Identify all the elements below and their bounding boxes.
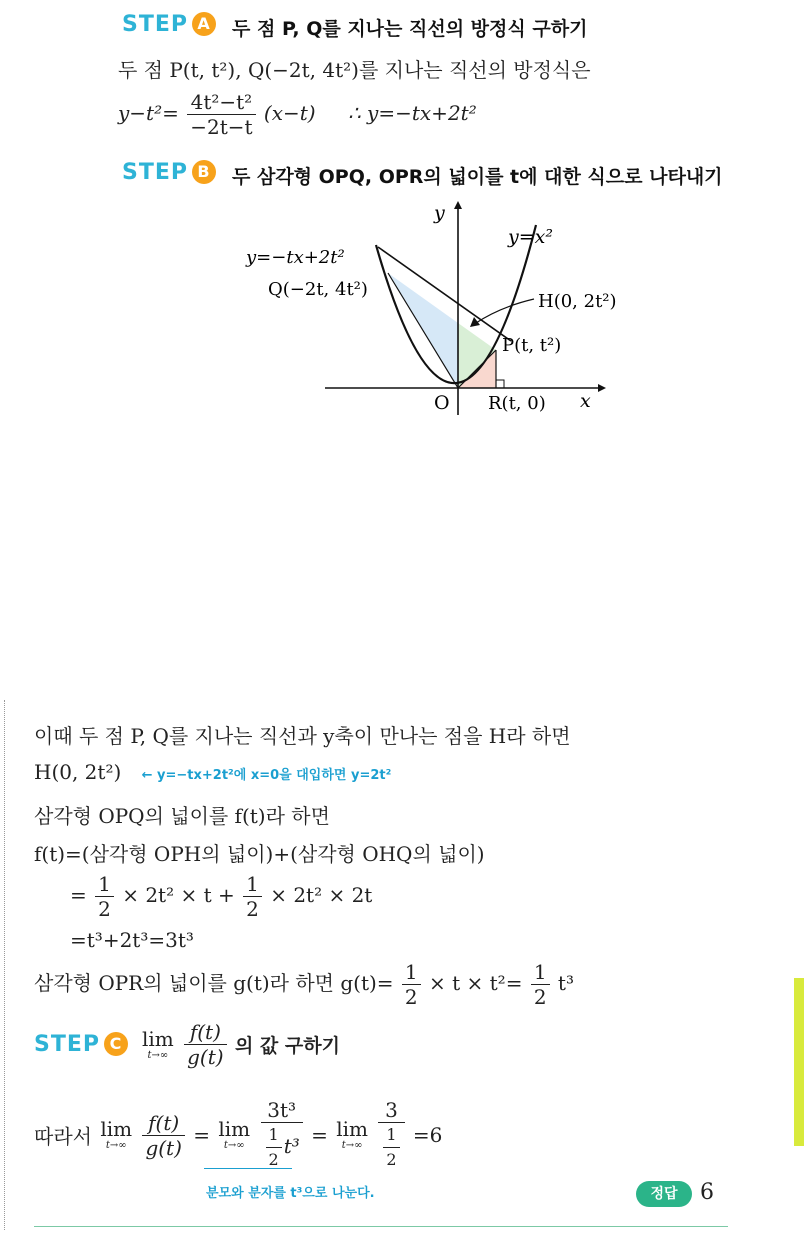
step-a-text-line: 두 점 P(t, t²), Q(−2t, 4t²)를 지나는 직선의 방정식은 xyxy=(118,58,591,82)
final-pre: 따라서 xyxy=(34,1124,92,1149)
point-h-label: H(0, 2t²) xyxy=(538,291,617,312)
step-a-equation xyxy=(118,90,477,139)
step-c-badge: C xyxy=(104,1032,128,1056)
parabola-label: y=x² xyxy=(508,226,553,248)
slope-denominator: −2t−t xyxy=(190,115,253,139)
final-lim-3 xyxy=(336,1118,368,1152)
line5-eq: = xyxy=(70,883,87,907)
final-frac-2-t3: t³ xyxy=(283,1134,300,1158)
half-fraction-2 xyxy=(243,872,262,921)
line7-mid: × t × t²= xyxy=(429,971,523,995)
half-den-2: 2 xyxy=(246,897,259,921)
answer-value: 6 xyxy=(700,1180,714,1205)
final-frac-2 xyxy=(261,1098,303,1172)
step-a-badge: A xyxy=(192,12,216,36)
slope-numerator: 4t²−t² xyxy=(187,90,255,115)
divide-note-underline xyxy=(204,1168,292,1169)
margin-dotted-line xyxy=(4,700,5,1230)
step-c-text: STEP xyxy=(34,1032,101,1057)
explain-h-line xyxy=(34,760,391,784)
final-frac-2-num: 3t³ xyxy=(261,1098,303,1123)
step-b-text: STEP xyxy=(122,160,189,185)
therefore-eq: ∴ y=−tx+2t² xyxy=(347,101,477,125)
slope-fraction xyxy=(187,90,255,139)
explain-line-3: 삼각형 OPQ의 넓이를 f(t)라 하면 xyxy=(34,804,330,828)
final-lim-2-sub: t→∞ xyxy=(223,1140,245,1151)
final-inner-half-num: 1 xyxy=(266,1123,282,1148)
half-num-1: 1 xyxy=(95,872,114,897)
right-angle-mark xyxy=(496,380,504,388)
line5-b: × 2t² × 2t xyxy=(270,883,373,907)
line7-end: t³ xyxy=(557,971,574,995)
step-a-label xyxy=(122,12,216,37)
point-q-label: Q(−2t, 4t²) xyxy=(268,279,368,300)
h-point-text: H(0, 2t²) xyxy=(34,760,122,784)
divide-note: 분모와 분자를 t³으로 나눈다. xyxy=(206,1186,375,1201)
half-den-1: 2 xyxy=(98,897,111,921)
explain-line-1: 이때 두 점 P, Q를 지나는 직선과 y축이 만나는 점을 H라 하면 xyxy=(34,724,571,748)
y-axis-label: y xyxy=(434,202,445,224)
final-frac-1 xyxy=(142,1111,184,1160)
step-c-label xyxy=(34,1032,128,1057)
parabola-graph xyxy=(230,195,630,425)
step-c-lim xyxy=(142,1028,174,1062)
final-lim-3-sub: t→∞ xyxy=(341,1140,363,1151)
final-lim-2 xyxy=(218,1118,250,1152)
final-frac-1-den: g(t) xyxy=(145,1135,182,1160)
final-lim-1-word: lim xyxy=(100,1117,133,1141)
explain-line-7 xyxy=(34,960,574,1009)
origin-label: O xyxy=(434,392,450,414)
final-lim-3-word: lim xyxy=(336,1117,369,1141)
x-axis-label: x xyxy=(580,390,591,412)
final-lim-1 xyxy=(100,1118,132,1152)
final-frac-3-den xyxy=(378,1123,404,1172)
final-inner-half-2 xyxy=(383,1123,399,1172)
step-b-title: 두 삼각형 OPQ, OPR의 넓이를 t에 대한 식으로 나타내기 xyxy=(232,166,723,188)
step-c-lim-sub: t→∞ xyxy=(147,1049,169,1061)
step-c-fraction xyxy=(184,1020,226,1069)
line5-a: × 2t² × t + xyxy=(122,883,235,907)
point-p-label: P(t, t²) xyxy=(502,335,562,356)
half-fraction-3 xyxy=(402,960,421,1009)
step-c-title-tail: 의 값 구하기 xyxy=(234,1035,340,1057)
x-axis-arrow xyxy=(598,384,606,392)
final-frac-3-num: 3 xyxy=(378,1098,404,1123)
final-frac-3 xyxy=(378,1098,404,1172)
final-inner-half xyxy=(266,1123,282,1172)
half-den-4: 2 xyxy=(533,985,547,1009)
final-frac-2-den xyxy=(261,1123,303,1172)
explain-line-5 xyxy=(70,872,372,921)
final-computation xyxy=(34,1098,442,1172)
step-b-label xyxy=(122,160,216,185)
side-tab xyxy=(794,978,804,1146)
half-num-3: 1 xyxy=(402,960,421,985)
final-inner-half-2-num: 1 xyxy=(383,1123,399,1148)
eq-left: y−t²= xyxy=(118,101,179,125)
step-b-badge: B xyxy=(192,160,216,184)
half-fraction-4 xyxy=(531,960,550,1009)
step-c-f: f(t) xyxy=(184,1020,226,1045)
final-inner-half-2-den: 2 xyxy=(386,1150,397,1169)
half-num-4: 1 xyxy=(531,960,550,985)
line7-pre: 삼각형 OPR의 넓이를 g(t)라 하면 g(t)= xyxy=(34,971,394,995)
h-pointer-arrow xyxy=(476,299,534,323)
answer-badge: 정답 xyxy=(636,1181,692,1207)
y-axis-arrow xyxy=(454,201,462,209)
step-a-text: STEP xyxy=(122,12,189,37)
final-eq-2: = xyxy=(311,1123,328,1147)
final-eq-1: = xyxy=(193,1123,211,1147)
final-lim-1-sub: t→∞ xyxy=(105,1140,127,1151)
eq-right: (x−t) xyxy=(263,101,316,125)
point-r-label: R(t, 0) xyxy=(488,393,546,414)
final-result: =6 xyxy=(412,1123,443,1147)
step-c-g: g(t) xyxy=(187,1045,224,1069)
final-lim-2-word: lim xyxy=(218,1117,251,1141)
final-frac-1-num: f(t) xyxy=(142,1111,184,1136)
bottom-rule xyxy=(34,1226,728,1227)
final-inner-half-den: 2 xyxy=(268,1150,279,1169)
explain-line-6: =t³+2t³=3t³ xyxy=(70,928,194,952)
half-den-3: 2 xyxy=(404,985,418,1009)
h-point-note: ← y=−tx+2t²에 x=0을 대입하면 y=2t² xyxy=(141,768,392,783)
step-c-lim-word: lim xyxy=(142,1026,174,1051)
explain-line-4: f(t)=(삼각형 OPH의 넓이)+(삼각형 OHQ의 넓이) xyxy=(34,842,485,866)
step-a-title: 두 점 P, Q를 지나는 직선의 방정식 구하기 xyxy=(232,18,588,40)
half-fraction-1 xyxy=(95,872,114,921)
step-c-title xyxy=(140,1020,340,1069)
line-label: y=−tx+2t² xyxy=(246,247,345,268)
half-num-2: 1 xyxy=(243,872,262,897)
